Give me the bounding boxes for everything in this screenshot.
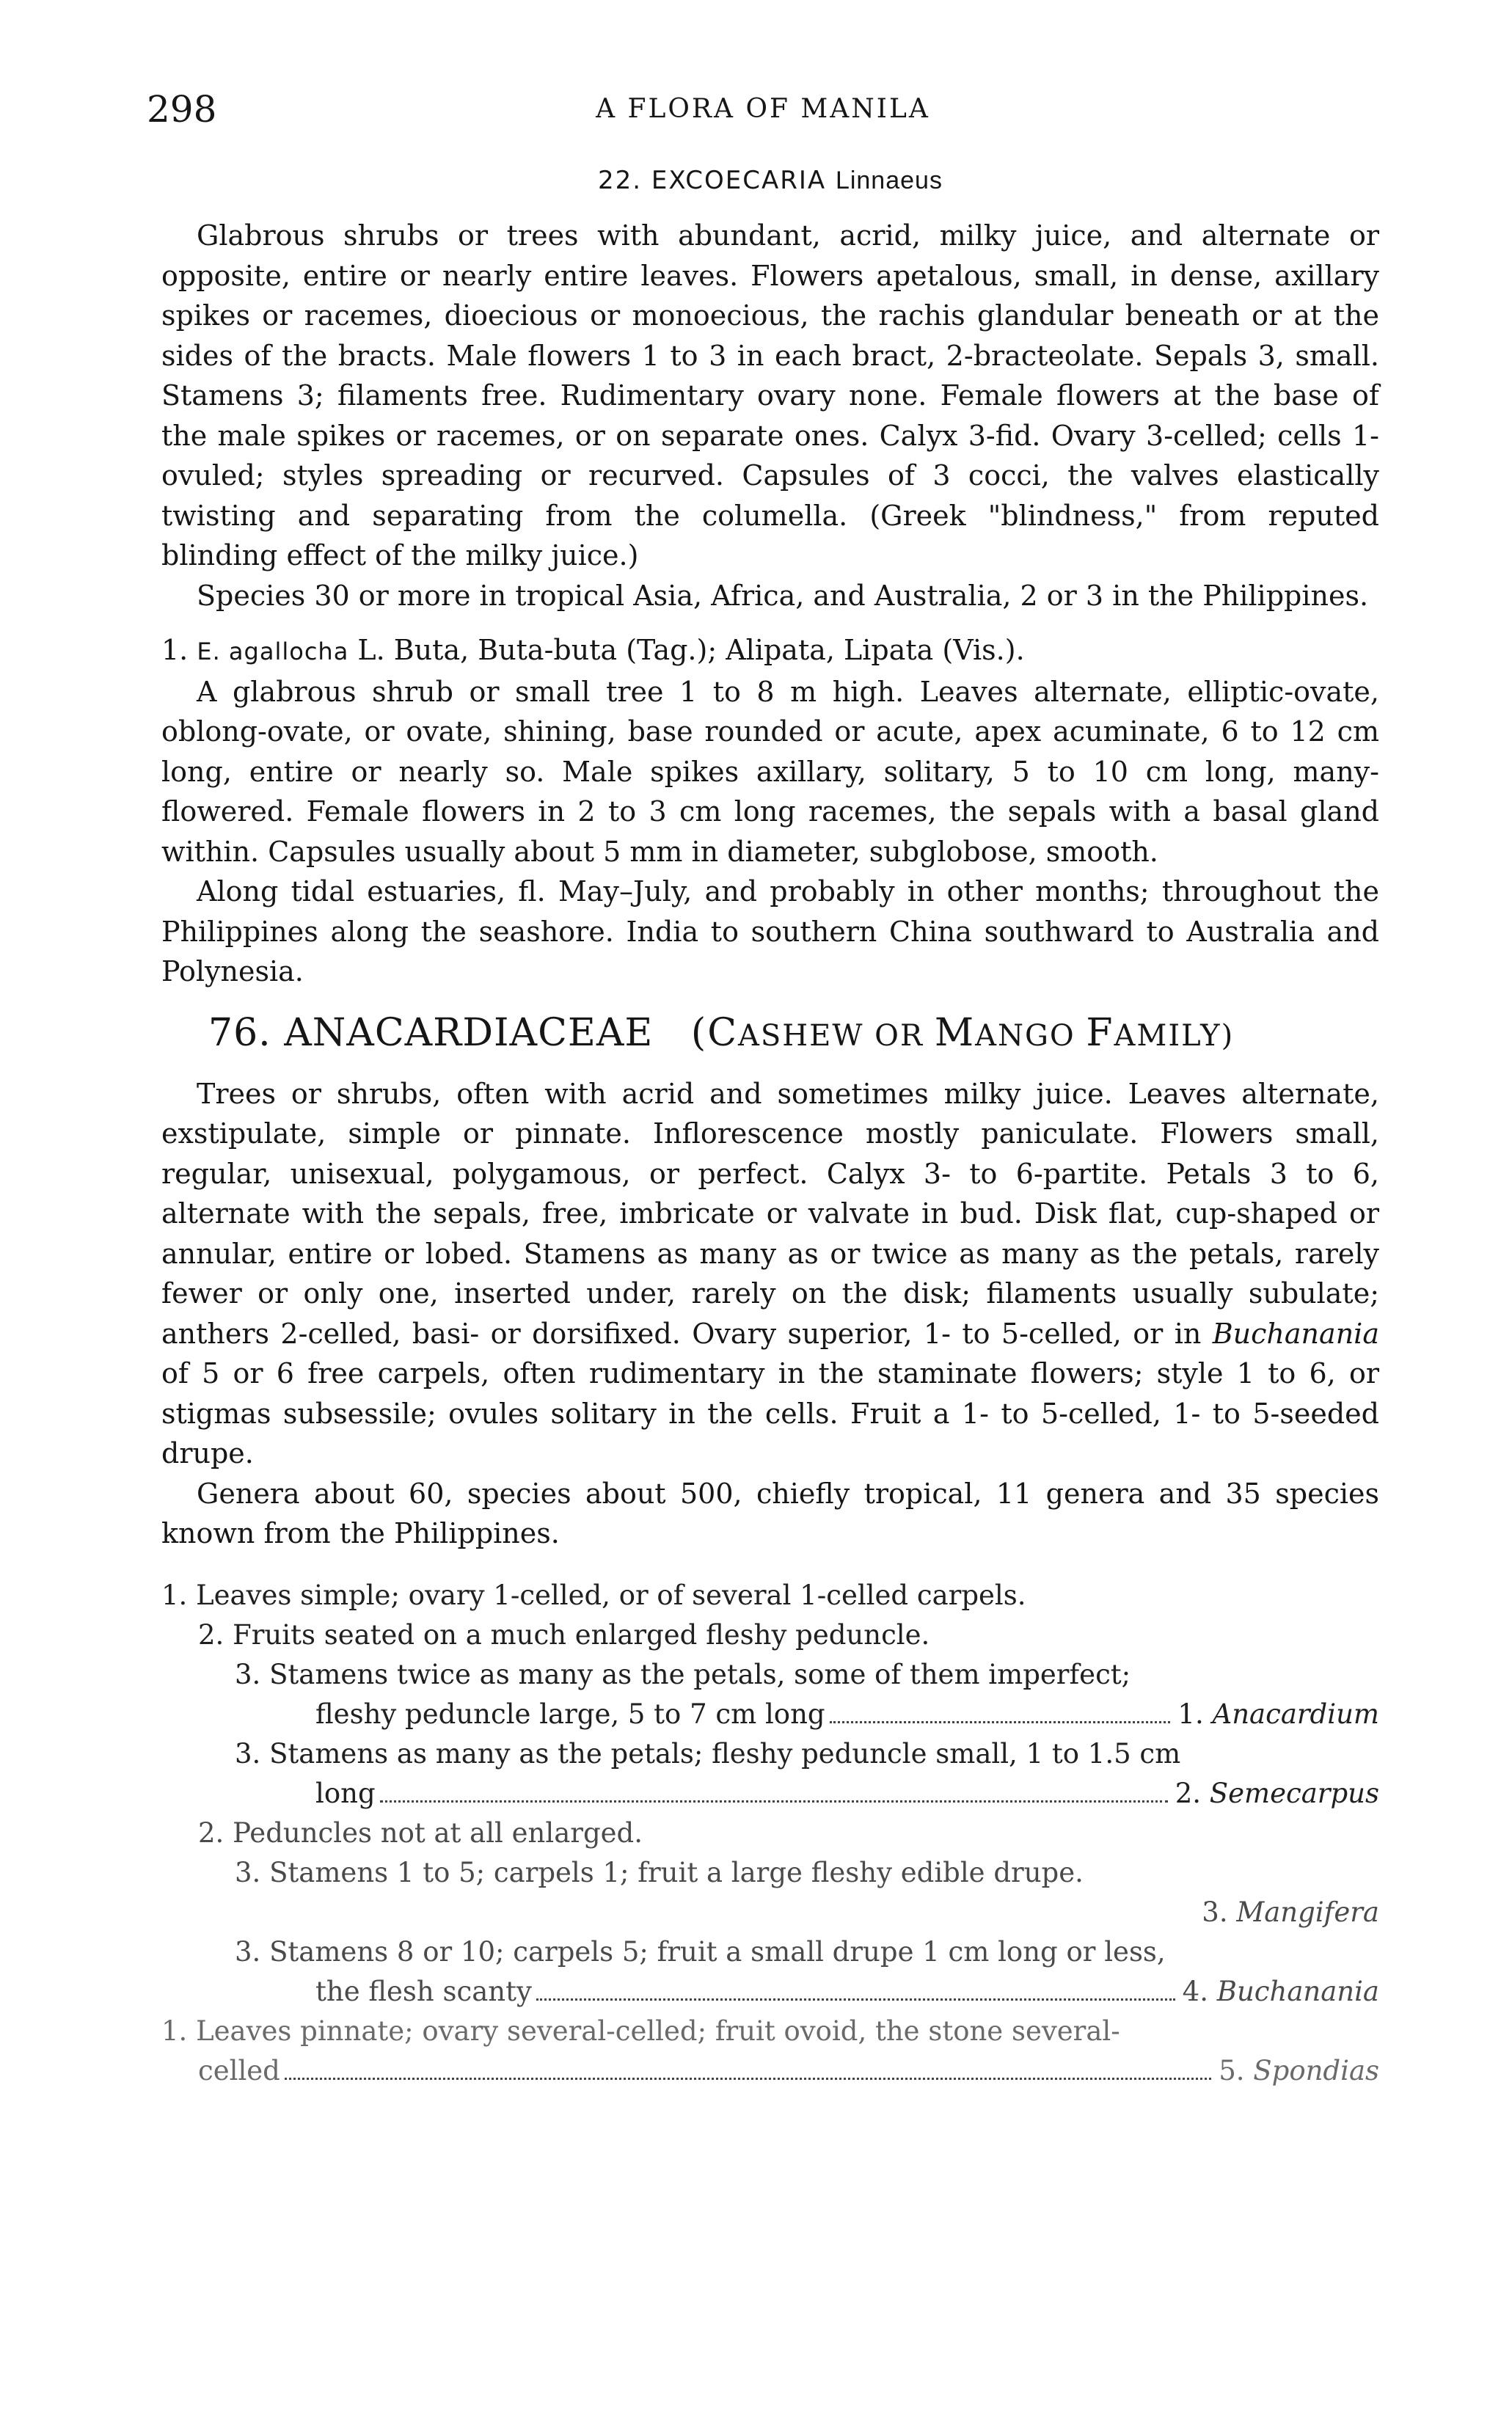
key-lead-3a-cont: fleshy peduncle large, 5 to 7 cm long 1. Anacardium (315, 1698, 1379, 1730)
key-lead-3c: 3. Stamens 1 to 5; carpels 1; fruit a large fleshy edible drupe. (235, 1856, 1084, 1888)
genus-title: 22. EXCOECARIA (598, 166, 827, 195)
species-entry-heading (161, 630, 1379, 672)
key-lead-2b: 2. Peduncles not at all enlarged. (198, 1816, 643, 1849)
species-name: E. agallocha (197, 638, 349, 665)
family-description: Trees or shrubs, often with acrid and sometimes milky juice. Leaves alternate, exstipulate, simple or pinnate. Inflorescence mostly paniculate. Flowers small, regular, unisexual, polygamous, or perfect. Calyx 3- to 6-partite. Petals 3 to 6, alternate with the sepals, free, imbricate or valvate in bud. Disk flat, cup-shaped or annular, entire or lobed. Stamens as many as or twice as many as the petals, rarely fewer or only one, inserted under, rarely on the disk; filaments usually subulate; anthers 2-celled, basi- or dorsifixed. Ovary superior, 1- to 5-celled, or in Buchanania of 5 or 6 free carpels, often rudimentary in the staminate flowers; style 1 to 6, or stigmas subsessile; ovules solitary in the cells. Fruit a 1- to 5-celled, 1- to 5-seeded drupe. (161, 1077, 1379, 1469)
family-heading (208, 1011, 1379, 1055)
genus-author: Linnaeus (835, 167, 943, 194)
key-lead-3b: 3. Stamens as many as the petals; fleshy peduncle small, 1 to 1.5 cm (235, 1737, 1181, 1770)
key-result-mangifera: Mangifera (1236, 1896, 1379, 1928)
species-description: A glabrous shrub or small tree 1 to 8 m high. Leaves alternate, elliptic-ovate, oblong-ovate, or ovate, shining, base rounded or acute, apex acuminate, 6 to 12 cm long, entire or nearly so. Male spikes axillary, solitary, 5 to 10 cm long, many-flowered. Female flowers in 2 to 3 cm long racemes, the sepals with a basal gland within. Capsules usually about 5 mm in diameter, subglobose, smooth. (161, 675, 1379, 868)
species-distribution: Along tidal estuaries, fl. May–July, and probably in other months; throughout the Philippines along the seashore. India to southern China southward to Australia and Polynesia. (161, 875, 1379, 987)
running-title: A FLORA OF MANILA (596, 94, 930, 124)
key-lead-3a: 3. Stamens twice as many as the petals, some of them imperfect; (235, 1658, 1131, 1690)
genus-species-count: Species 30 or more in tropical Asia, Africa, and Australia, 2 or 3 in the Philippines. (197, 579, 1369, 612)
page-header (147, 88, 1379, 132)
key-lead-3d-cont: the flesh scanty 4. Buchanania (315, 1975, 1379, 2007)
key-result-anacardium: Anacardium (1212, 1698, 1379, 1730)
family-title: 76. ANACARDIACEAE (208, 1010, 654, 1055)
key-lead-1b-cont: celled 5. Spondias (198, 2054, 1379, 2086)
family-common-name: (CASHEW OR MANGO FAMILY) (690, 1010, 1235, 1055)
key-lead-3d: 3. Stamens 8 or 10; carpels 5; fruit a small drupe 1 cm long or less, (235, 1935, 1166, 1968)
species-author-and-names: L. Buta, Buta-buta (Tag.); Alipata, Lipata (Vis.). (357, 634, 1025, 666)
page-number: 298 (147, 88, 217, 131)
genus-heading (161, 166, 1379, 195)
key-lead-3b-cont: long 2. Semecarpus (315, 1777, 1379, 1809)
key-result-spondias: Spondias (1253, 2054, 1379, 2086)
family-genera-count: Genera about 60, species about 500, chiefly tropical, 11 genera and 35 species known from the Philippines. (161, 1477, 1379, 1549)
key-lead-3c-result: 3. Mangifera (1202, 1896, 1379, 1928)
identification-key (161, 1576, 1379, 2091)
key-result-semecarpus: Semecarpus (1209, 1777, 1379, 1809)
key-result-buchanania: Buchanania (1216, 1975, 1379, 2007)
key-lead-2a: 2. Fruits seated on a much enlarged fleshy peduncle. (198, 1618, 930, 1651)
species-number: 1. (161, 634, 189, 666)
key-lead-1b: 1. Leaves pinnate; ovary several-celled; fruit ovoid, the stone several- (161, 2015, 1120, 2047)
key-lead-1: 1. Leaves simple; ovary 1-celled, or of several 1-celled carpels. (161, 1579, 1026, 1611)
genus-description: Glabrous shrubs or trees with abundant, acrid, milky juice, and alternate or opposite, entire or nearly entire leaves. Flowers apetalous, small, in dense, axillary spikes or racemes, dioecious or monoecious, the rachis glandular beneath or at the sides of the bracts. Male flowers 1 to 3 in each bract, 2-bracteolate. Sepals 3, small. Stamens 3; filaments free. Rudimentary ovary none. Female flowers at the base of the male spikes or racemes, or on separate ones. Calyx 3-fid. Ovary 3-celled; cells 1-ovuled; styles spreading or recurved. Capsules of 3 cocci, the valves elastically twisting and separating from the columella. (Greek "blindness," from reputed blinding effect of the milky juice.) (161, 219, 1379, 572)
family-description-genus: Buchanania (1212, 1317, 1379, 1350)
page-content (161, 166, 1379, 2091)
